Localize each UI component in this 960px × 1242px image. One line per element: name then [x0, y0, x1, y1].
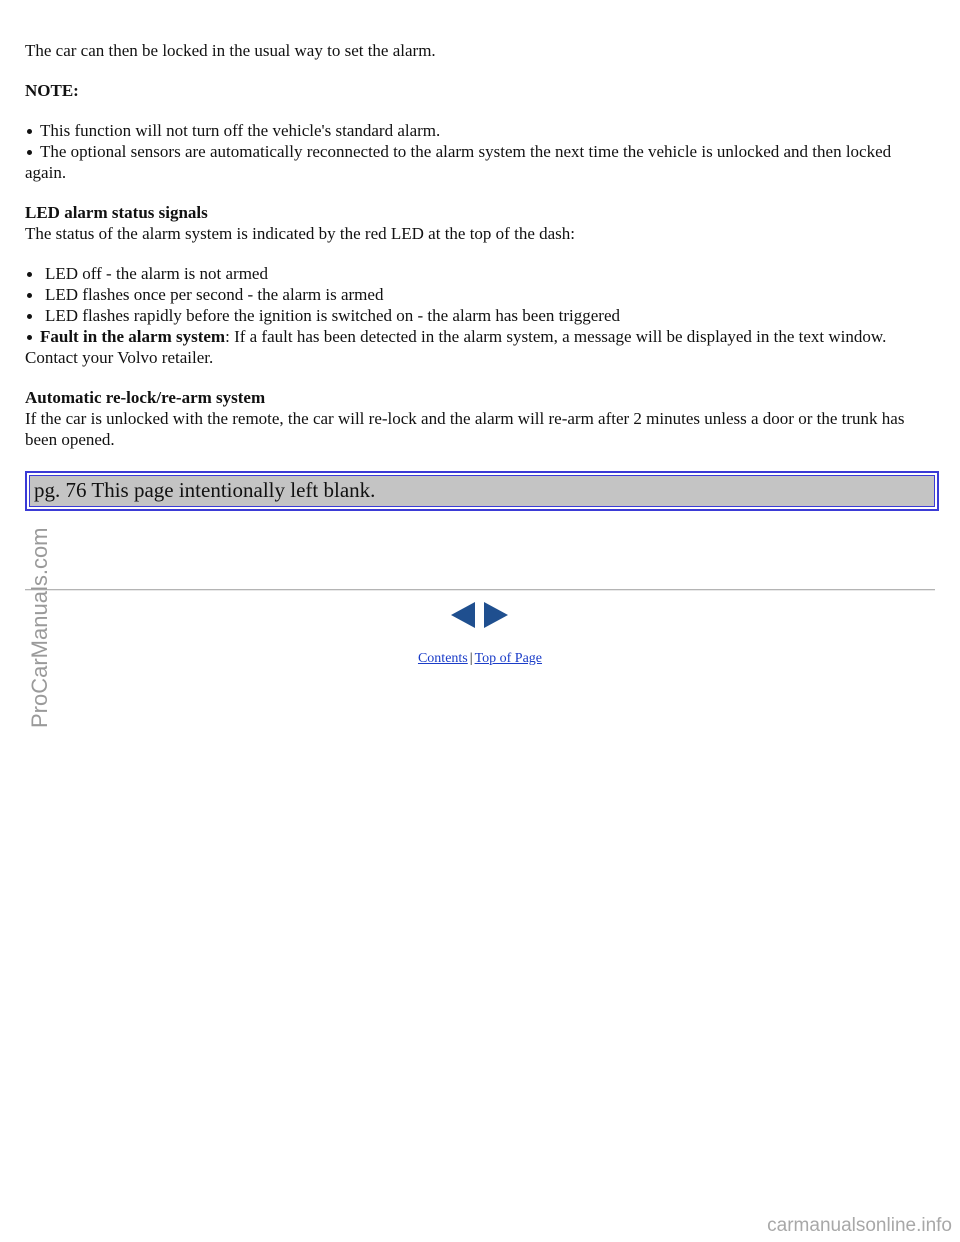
footer-separator: |	[469, 651, 473, 666]
led-status-list	[25, 263, 935, 368]
previous-page-arrow-icon[interactable]	[451, 602, 475, 628]
led-status-item: LED flashes rapidly before the ignition is switched on - the alarm has been triggered	[25, 305, 935, 326]
led-fault-item	[25, 326, 935, 368]
blank-page-banner-text: pg. 76 This page intentionally left blank.	[29, 475, 935, 507]
next-page-arrow-icon[interactable]	[484, 602, 508, 628]
page-nav-arrows	[451, 601, 509, 629]
fault-label: Fault in the alarm system	[40, 327, 226, 346]
bottom-watermark: carmanualsonline.info	[767, 1215, 952, 1236]
relock-section-text: If the car is unlocked with the remote, the car will re-lock and the alarm will re-arm after 2 minutes unless a door or the trunk has been opened.	[25, 409, 905, 449]
note-list	[25, 120, 935, 183]
led-status-item: LED off - the alarm is not armed	[25, 263, 935, 284]
note-item: The optional sensors are automatically reconnected to the alarm system the next time the vehicle is unlocked and then locked again.	[25, 141, 935, 183]
led-status-item: LED flashes once per second - the alarm is armed	[25, 284, 935, 305]
note-title: NOTE:	[25, 81, 79, 100]
horizontal-divider	[25, 589, 935, 591]
intro-text: The car can then be locked in the usual way to set the alarm.	[25, 41, 436, 60]
note-item: This function will not turn off the vehicle's standard alarm.	[25, 120, 935, 141]
blank-page-banner	[25, 471, 939, 511]
footer-links	[0, 650, 960, 668]
relock-section-title: Automatic re-lock/re-arm system	[25, 388, 266, 407]
contents-link[interactable]: Contents	[417, 651, 468, 666]
led-section-title: LED alarm status signals	[25, 203, 208, 222]
top-of-page-link[interactable]: Top of Page	[474, 651, 543, 666]
manual-content	[25, 40, 935, 450]
fault-text: : If a fault has been detected in the alarm system, a message will be displayed in the text window. Contact your Volvo retailer.	[25, 327, 887, 367]
led-section-text: The status of the alarm system is indicated by the red LED at the top of the dash:	[25, 224, 575, 243]
side-watermark: ProCarManuals.com	[27, 527, 52, 728]
nav-arrows-svg	[451, 601, 509, 629]
